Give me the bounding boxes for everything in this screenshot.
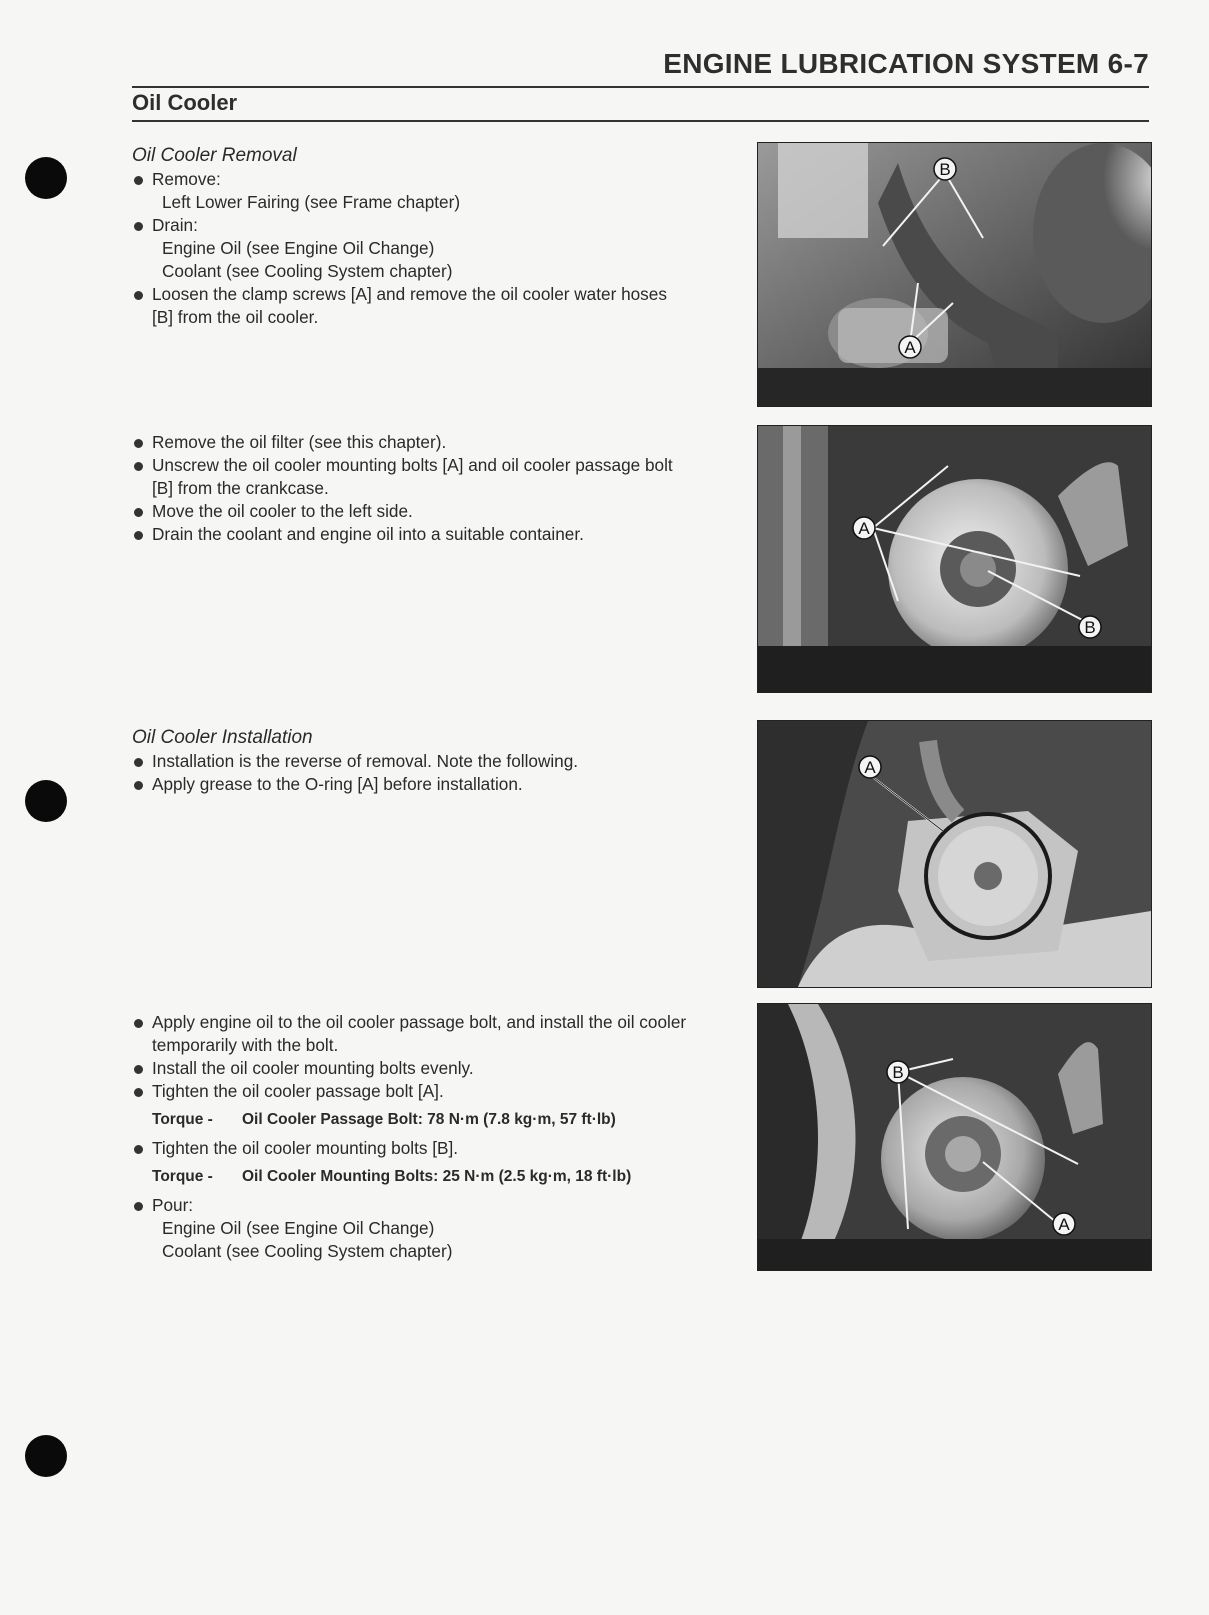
installation-step-pour: Pour: — [132, 1194, 742, 1217]
installation-step-reverse: Installation is the reverse of removal. Note the following. — [132, 750, 742, 773]
figure-torque-bolts-photo — [757, 1003, 1152, 1271]
removal-block-2 — [132, 431, 742, 546]
removal-step-unscrew-line-1: Unscrew the oil cooler mounting bolts [A] and oil cooler passage bolt — [152, 455, 673, 475]
punch-hole-bottom — [25, 1435, 67, 1477]
torque-value-1: Oil Cooler Passage Bolt: 78 N·m (7.8 kg·m, 57 ft·lb) — [242, 1111, 616, 1128]
installation-step-tighten-mounting: Tighten the oil cooler mounting bolts [B]. — [132, 1137, 742, 1160]
callout-a-fig4-label: A — [1058, 1215, 1070, 1234]
callout-a-fig2-label: A — [858, 519, 870, 538]
removal-step-unscrew-line-2: [B] from the crankcase. — [152, 478, 329, 498]
section-rule — [132, 120, 1149, 122]
torque-value-2: Oil Cooler Mounting Bolts: 25 N·m (2.5 kg·m, 18 ft·lb) — [242, 1168, 632, 1185]
header-rule — [132, 86, 1149, 88]
removal-block-1 — [132, 144, 742, 329]
installation-block-2 — [132, 1011, 742, 1263]
removal-step-drain-item-2: Coolant (see Cooling System chapter) — [162, 261, 453, 281]
torque-label-1: Torque - — [152, 1111, 213, 1128]
installation-step-apply-oil-line-2: temporarily with the bolt. — [152, 1035, 339, 1055]
figure-hose-clamps-photo — [757, 142, 1152, 407]
installation-block-1 — [132, 726, 742, 796]
removal-step-drain-item-1: Engine Oil (see Engine Oil Change) — [162, 238, 435, 258]
installation-step-pour-item-1: Engine Oil (see Engine Oil Change) — [162, 1218, 435, 1238]
removal-step-loosen-line-2: [B] from the oil cooler. — [152, 307, 319, 327]
section-title: Oil Cooler — [132, 90, 238, 115]
removal-step-loosen-line-1: Loosen the clamp screws [A] and remove the oil cooler water hoses — [152, 284, 667, 304]
removal-step-remove-item: Left Lower Fairing (see Frame chapter) — [162, 192, 461, 212]
removal-step-filter: Remove the oil filter (see this chapter). — [132, 431, 742, 454]
installation-step-grease: Apply grease to the O-ring [A] before installation. — [132, 773, 742, 796]
removal-step-drain-container: Drain the coolant and engine oil into a suitable container. — [132, 523, 742, 546]
installation-step-pour-item-2: Coolant (see Cooling System chapter) — [162, 1241, 453, 1261]
callout-a-fig3-label: A — [864, 758, 876, 777]
removal-step-remove: Remove: — [132, 168, 742, 191]
installation-step-tighten-passage: Tighten the oil cooler passage bolt [A]. — [132, 1080, 742, 1103]
installation-step-apply-oil — [132, 1011, 742, 1057]
removal-step-loosen — [132, 283, 742, 329]
removal-step-move: Move the oil cooler to the left side. — [132, 500, 742, 523]
torque-spec-passage-bolt — [132, 1108, 742, 1131]
removal-step-drain: Drain: — [132, 214, 742, 237]
callout-b-fig2-label: B — [1084, 618, 1096, 637]
chapter-title: ENGINE LUBRICATION SYSTEM 6-7 — [663, 48, 1149, 79]
removal-step-unscrew — [132, 454, 742, 500]
torque-spec-mounting-bolts — [132, 1165, 742, 1188]
callout-b-fig1-label: B — [939, 160, 951, 179]
punch-hole-middle — [25, 780, 67, 822]
removal-heading: Oil Cooler Removal — [132, 145, 297, 166]
figure-o-ring-photo — [757, 720, 1152, 988]
punch-hole-top — [25, 157, 67, 199]
callout-b-fig4-label: B — [892, 1063, 904, 1082]
installation-heading: Oil Cooler Installation — [132, 727, 313, 748]
callout-a-fig1-label: A — [904, 338, 916, 357]
installation-step-apply-oil-line-1: Apply engine oil to the oil cooler passage bolt, and install the oil cooler — [152, 1012, 687, 1032]
torque-label-2: Torque - — [152, 1168, 213, 1185]
installation-step-install-bolts: Install the oil cooler mounting bolts evenly. — [132, 1057, 742, 1080]
figure-oil-cooler-bolts-photo — [757, 425, 1152, 693]
